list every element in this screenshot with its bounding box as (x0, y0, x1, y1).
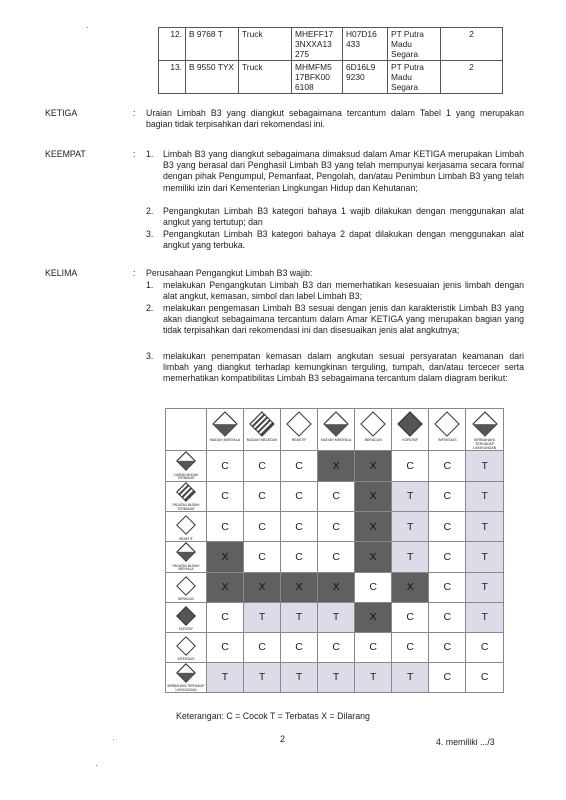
matrix-cell: C (206, 632, 243, 662)
matrix-cell: X (206, 572, 243, 602)
matrix-cell: T (318, 662, 355, 693)
matrix-cell: C (244, 542, 281, 573)
matrix-cell: C (281, 512, 318, 542)
matrix-cell: C (392, 632, 429, 662)
matrix-row-header (166, 542, 207, 573)
matrix-cell: C (318, 542, 355, 573)
vehicle-cell-chassis: MHMFM5 17BFK00 6108 (292, 61, 343, 94)
matrix-row-header (166, 632, 207, 662)
matrix-cell: C (429, 451, 466, 482)
matrix-row-label: REAKTIF (179, 536, 193, 541)
vehicle-cell-plate: B 9768 T (186, 28, 239, 61)
matrix-cell: T (392, 481, 429, 512)
matrix-cell: T (206, 662, 243, 693)
matrix-column-label: MUDAH MENYALA (320, 438, 352, 442)
vehicle-cell-qty: 2 (441, 28, 503, 61)
matrix-row (166, 572, 504, 602)
vehicle-cell-owner: PT Putra Madu Segara (388, 61, 441, 94)
matrix-cell: T (392, 662, 429, 693)
scan-mark: · (112, 734, 115, 744)
hazard-diamond-icon (176, 515, 196, 535)
scan-mark: · (86, 22, 89, 32)
compatibility-matrix (165, 408, 504, 706)
vehicle-cell-qty: 2 (441, 61, 503, 94)
matrix-cell: X (318, 572, 355, 602)
matrix-cell: X (206, 542, 243, 573)
matrix-column-header (281, 409, 318, 451)
hazard-diamond-icon (212, 411, 237, 436)
item-number: 3. (146, 351, 154, 361)
keempat-item-3: Pengangkutan Limbah B3 kategori bahaya 2 dapat dilakukan dengan menggunakan alat angkut yang terbuka. (163, 229, 524, 251)
matrix-cell: X (318, 451, 355, 482)
hazard-diamond-icon (176, 542, 196, 562)
matrix-row (166, 632, 504, 662)
matrix-cell: C (429, 572, 466, 602)
matrix-column-label: INFEKSIUS (438, 438, 457, 442)
matrix-cell: C (281, 481, 318, 512)
colon: : (133, 149, 136, 159)
matrix-cell: T (244, 662, 281, 693)
hazard-diamond-icon (435, 411, 460, 436)
vehicle-table (158, 27, 503, 94)
matrix-column-header (466, 409, 504, 451)
matrix-row (166, 512, 504, 542)
matrix-cell: T (244, 602, 281, 632)
matrix-row-label: KOROSIF (178, 627, 194, 631)
matrix-column-label: MUDAH MELEDAK (246, 438, 278, 442)
matrix-cell: C (355, 572, 392, 602)
scan-mark: · (95, 760, 98, 770)
matrix-cell: X (355, 542, 392, 573)
matrix-row-header (166, 662, 207, 693)
matrix-row-label: INFEKSIUS (177, 657, 195, 661)
matrix-cell: C (244, 632, 281, 662)
vehicle-cell-type: Truck (239, 61, 292, 94)
matrix-cell: T (318, 602, 355, 632)
matrix-cell: X (244, 572, 281, 602)
matrix-cell: C (466, 662, 504, 693)
matrix-row-label: BERACUN (178, 597, 194, 601)
matrix-cell: C (281, 451, 318, 482)
matrix-cell: X (281, 572, 318, 602)
matrix-cell: C (429, 542, 466, 573)
matrix-column-label: KOROSIF (402, 438, 419, 442)
colon: : (133, 108, 136, 118)
keempat-item-1: Limbah B3 yang diangkut sebagaimana dimaksud dalam Amar KETIGA merupakan Limbah B3 yang berasal dari Penghasil Limbah B3 yang telah mempunyai kerjasama secara formal dengan pihak Pengumpul, Pemanfaat, Pengolah, dan/atau Penimbun Limbah B3 yang telah memiliki izin dari Kementerian Lingkungan Hidup dan Kehutanan; (163, 149, 524, 193)
matrix-cell: C (392, 451, 429, 482)
matrix-cell: C (355, 632, 392, 662)
matrix-column-label: BERBAHAYA TERHADAP LINGKUNGAN (473, 438, 497, 450)
item-number: 3. (146, 229, 154, 239)
matrix-cell: C (281, 542, 318, 573)
matrix-cell: X (355, 481, 392, 512)
matrix-cell: C (429, 602, 466, 632)
page-number: 2 (280, 734, 286, 744)
hazard-diamond-icon (323, 411, 348, 436)
section-label-ketiga: KETIGA (45, 108, 78, 118)
matrix-column-header (392, 409, 429, 451)
hazard-diamond-icon (176, 663, 196, 683)
matrix-cell: C (244, 451, 281, 482)
vehicle-cell-owner: PT Putra Madu Segara (388, 28, 441, 61)
matrix-column-header (429, 409, 466, 451)
matrix-row (166, 451, 504, 482)
continuation-note: 4. memiliki .../3 (436, 737, 495, 747)
matrix-row-header (166, 481, 207, 512)
matrix-row (166, 542, 504, 573)
matrix-row (166, 602, 504, 632)
hazard-diamond-icon (472, 411, 497, 436)
hazard-diamond-icon (286, 411, 311, 436)
matrix-cell: T (355, 662, 392, 693)
matrix-cell: C (466, 632, 504, 662)
matrix-cell: C (244, 481, 281, 512)
matrix-column-label: MUDAH MENYALA (209, 438, 241, 442)
matrix-row-header (166, 572, 207, 602)
matrix-cell: T (281, 602, 318, 632)
matrix-cell: C (429, 632, 466, 662)
vehicle-row (159, 28, 503, 61)
matrix-row-header (166, 602, 207, 632)
matrix-cell: C (429, 512, 466, 542)
matrix-cell: T (466, 542, 504, 573)
matrix-column-header (244, 409, 281, 451)
matrix-cell: X (392, 572, 429, 602)
matrix-cell: C (318, 632, 355, 662)
matrix-cell: C (206, 512, 243, 542)
hazard-diamond-icon (397, 411, 422, 436)
matrix-cell: T (466, 451, 504, 482)
matrix-row (166, 481, 504, 512)
hazard-diamond-icon (176, 451, 196, 471)
hazard-diamond-icon (249, 411, 274, 436)
matrix-cell: C (318, 512, 355, 542)
matrix-cell: T (466, 602, 504, 632)
matrix-cell: T (392, 512, 429, 542)
hazard-diamond-icon (176, 636, 196, 656)
matrix-cell: T (466, 512, 504, 542)
matrix-legend: Keterangan: C = Cocok T = Terbatas X = Dilarang (176, 711, 370, 721)
vehicle-cell-plate: B 9550 TYX (186, 61, 239, 94)
hazard-diamond-icon (176, 482, 196, 502)
matrix-row-label: PADATAN MUDAH MENYALA (172, 563, 200, 571)
vehicle-cell-engine: 6D16L9 9230 (343, 61, 388, 94)
matrix-row-label: PADATAN MUDAH TERBAKAR (172, 503, 200, 511)
vehicle-cell-no: 13. (159, 61, 186, 94)
matrix-cell: X (355, 602, 392, 632)
matrix-cell: C (281, 632, 318, 662)
vehicle-row (159, 61, 503, 94)
matrix-cell: C (244, 512, 281, 542)
matrix-cell: C (429, 481, 466, 512)
matrix-column-header (355, 409, 392, 451)
hazard-diamond-icon (176, 606, 196, 626)
matrix-column-label: BERACUN (364, 438, 382, 442)
matrix-cell: C (429, 662, 466, 693)
item-number: 2. (146, 206, 154, 216)
matrix-cell: C (318, 481, 355, 512)
matrix-column-header (206, 409, 243, 451)
matrix-cell: T (466, 572, 504, 602)
section-label-keempat: KEEMPAT (45, 149, 86, 159)
kelima-item-1: melakukan Pengangkutan Limbah B3 dan memerhatikan kesesuaian jenis limbah dengan alat angkut, kemasan, simbol dan label Limbah B3; (163, 280, 524, 302)
matrix-row-label: BERBAHAYA TERHADAP LINGKUNGAN (167, 684, 205, 692)
item-number: 1. (146, 280, 154, 290)
matrix-cell: C (206, 602, 243, 632)
matrix-row-label: CAIRAN MUDAH TERBAKAR (173, 472, 199, 480)
matrix-cell: X (355, 451, 392, 482)
section-label-kelima: KELIMA (45, 268, 78, 278)
matrix-cell: T (466, 481, 504, 512)
vehicle-cell-chassis: MHEFF17 3NXXA13 275 (292, 28, 343, 61)
matrix-cell: X (355, 512, 392, 542)
matrix-row-header (166, 451, 207, 482)
matrix-column-header (318, 409, 355, 451)
matrix-cell: C (206, 481, 243, 512)
kelima-item-3: melakukan penempatan kemasan dalam angkutan sesuai persyaratan keamanan dari limbah yang diangkut terhadap kemungkinan terguling, tumpah, dan/atau tercecer serta memerhatikan kompatibilitas Limbah B3 sebagaimana tercantum dalam diagram berikut: (163, 351, 524, 384)
ketiga-text: Uraian Limbah B3 yang diangkut sebagaimana tercantum dalam Tabel 1 yang merupakan bagian tidak terpisahkan dari rekomendasi ini. (146, 108, 524, 130)
vehicle-cell-no: 12. (159, 28, 186, 61)
kelima-intro: Perusahaan Pengangkut Limbah B3 wajib: (146, 268, 313, 278)
matrix-cell: T (392, 542, 429, 573)
keempat-item-2: Pengangkutan Limbah B3 kategori bahaya 1 wajib dilakukan dengan menggunakan alat angkut yang tertutup; dan (163, 206, 524, 228)
vehicle-cell-type: Truck (239, 28, 292, 61)
item-number: 2. (146, 303, 154, 313)
hazard-diamond-icon (360, 411, 385, 436)
item-number: 1. (146, 149, 154, 159)
matrix-column-label: REAKTIF (291, 438, 307, 442)
matrix-cell: T (281, 662, 318, 693)
vehicle-cell-engine: H07D16 433 (343, 28, 388, 61)
matrix-cell: C (206, 451, 243, 482)
kelima-item-2: melakukan pengemasan Limbah B3 sesuai dengan jenis dan karakteristik Limbah B3 yang akan diangkut sebagaimana tercantum dalam Amar KETIGA yang merupakan bagian yang tidak terpisahkan dari rekomendasi ini dan disesuaikan jenis alat angkutnya; (163, 303, 524, 336)
matrix-cell: C (392, 602, 429, 632)
matrix-corner (166, 409, 207, 451)
matrix-row-header (166, 512, 207, 542)
colon: : (133, 268, 136, 278)
hazard-diamond-icon (176, 576, 196, 596)
matrix-row (166, 662, 504, 693)
